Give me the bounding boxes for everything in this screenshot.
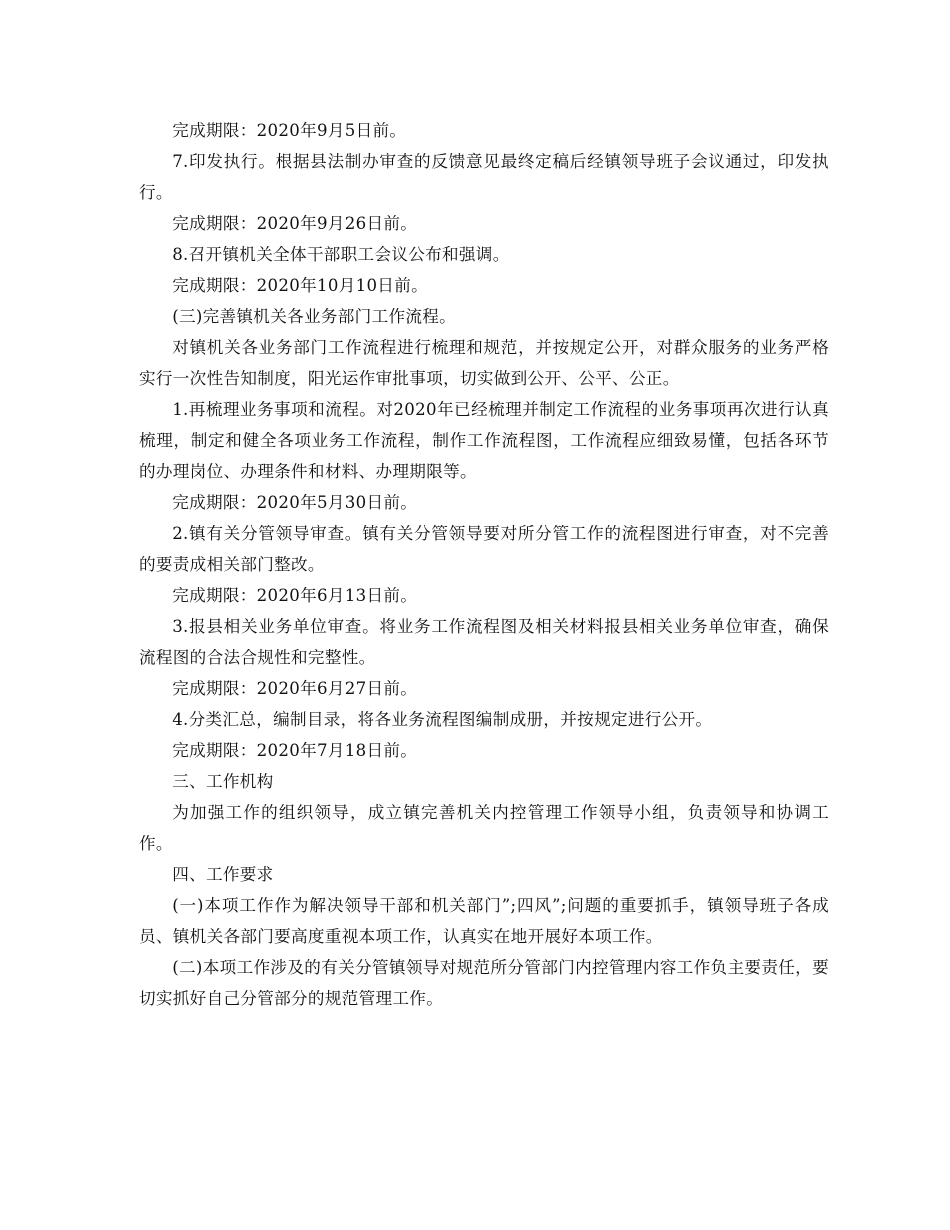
paragraph-workflow-intro: 对镇机关各业务部门工作流程进行梳理和规范，并按规定公开，对群众服务的业务严格实行一次性告知制度，阳光运作审批事项，切实做到公开、公平、公正。 bbox=[139, 338, 829, 388]
paragraph-deadline-jun-27: 完成期限：2020年6月27日前。 bbox=[172, 679, 418, 698]
paragraph-deadline-oct-10: 完成期限：2020年10月10日前。 bbox=[172, 276, 428, 295]
paragraph-requirement-1: (一)本项工作作为解决领导干部和机关部门”;四风”;问题的重要抓手，镇领导班子各成员、镇机关各部门要高度重视本项工作，认真实在地开展好本项工作。 bbox=[139, 896, 829, 946]
heading-work-organization: 三、工作机构 bbox=[172, 772, 274, 791]
section-heading-3: (三)完善镇机关各业务部门工作流程。 bbox=[172, 307, 457, 326]
paragraph-deadline-may-30: 完成期限：2020年5月30日前。 bbox=[172, 493, 418, 512]
paragraph-step-8-meeting: 8.召开镇机关全体干部职工会议公布和强调。 bbox=[172, 245, 510, 264]
paragraph-leading-group: 为加强工作的组织领导，成立镇完善机关内控管理工作领导小组，负责领导和协调工作。 bbox=[139, 803, 829, 853]
paragraph-deadline-sep-26: 完成期限：2020年9月26日前。 bbox=[172, 214, 418, 233]
paragraph-requirement-2: (二)本项工作涉及的有关分管镇领导对规范所分管部门内控管理内容工作负主要责任，要切实抓好自己分管部分的规范管理工作。 bbox=[139, 958, 829, 1008]
paragraph-step-1-review: 1.再梳理业务事项和流程。对2020年已经梳理并制定工作流程的业务事项再次进行认真梳理，制定和健全各项业务工作流程，制作工作流程图，工作流程应细致易懂，包括各环节的办理岗位、办理条件和材料、办理期限等。 bbox=[139, 400, 829, 481]
paragraph-step-7-issue: 7.印发执行。根据县法制办审查的反馈意见最终定稿后经镇领导班子会议通过，印发执行。 bbox=[139, 152, 829, 202]
paragraph-deadline-jul-18: 完成期限：2020年7月18日前。 bbox=[172, 741, 418, 760]
paragraph-step-4-compile: 4.分类汇总，编制目录，将各业务流程图编制成册，并按规定进行公开。 bbox=[172, 710, 713, 729]
paragraph-step-2-leader-review: 2.镇有关分管领导审查。镇有关分管领导要对所分管工作的流程图进行审查，对不完善的要责成相关部门整改。 bbox=[139, 524, 829, 574]
paragraph-step-3-county-review: 3.报县相关业务单位审查。将业务工作流程图及相关材料报县相关业务单位审查，确保流程图的合法合规性和完整性。 bbox=[139, 617, 829, 667]
document-body bbox=[139, 115, 829, 1014]
paragraph-deadline-jun-13: 完成期限：2020年6月13日前。 bbox=[172, 586, 418, 605]
heading-work-requirements: 四、工作要求 bbox=[172, 865, 274, 884]
paragraph-deadline-sep-5: 完成期限：2020年9月5日前。 bbox=[172, 121, 407, 140]
